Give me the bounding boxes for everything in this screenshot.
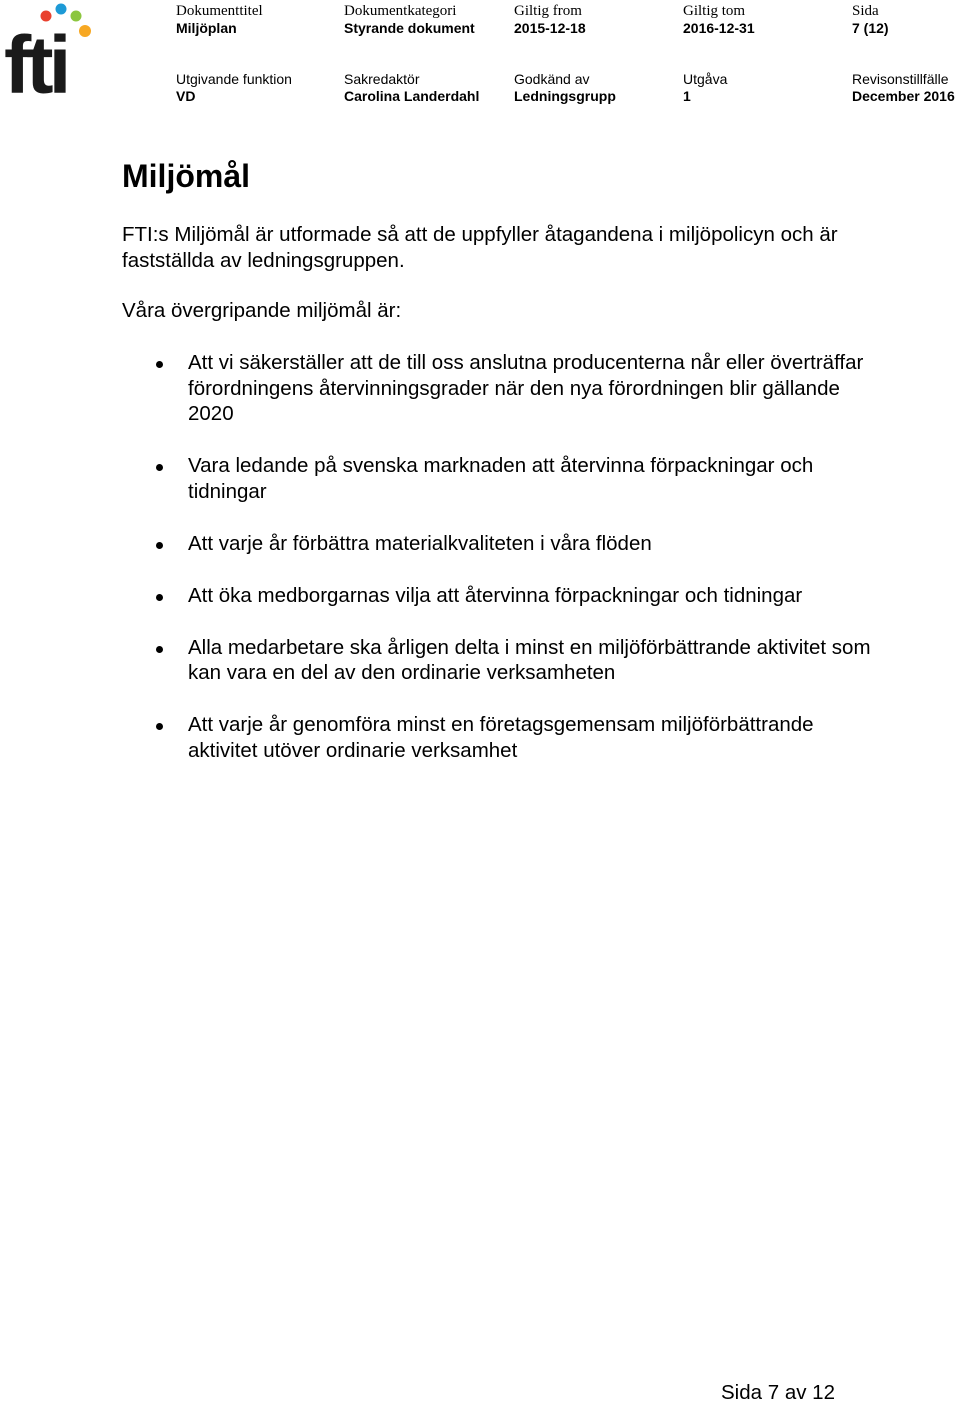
meta-label: Utgåva <box>683 71 728 87</box>
meta-label: Giltig from <box>514 3 582 19</box>
meta-value: Styrande dokument <box>344 20 475 36</box>
list-item <box>0 583 888 609</box>
intro-paragraph: FTI:s Miljömål är utformade så att de uppfyller åtagandena i miljöpolicyn och är fastställda av ledningsgruppen. <box>122 223 838 272</box>
meta-approved-by <box>514 71 616 105</box>
list-item-text: Att varje år genomföra minst en företagsgemensam miljöförbättrande aktivitet utöver ordinarie verksamhet <box>188 713 814 762</box>
list-item-text: Att varje år förbättra materialkvaliteten i våra flöden <box>188 531 652 555</box>
goals-list <box>0 350 960 790</box>
list-item-text: Att vi säkerställer att de till oss anslutna producenterna når eller överträffar förordningens återvinningsgrader när den nya förordningen blir gällande 2020 <box>188 351 864 425</box>
meta-page <box>852 3 889 37</box>
logo-wordmark: fti <box>4 20 67 96</box>
meta-value: Miljöplan <box>176 20 237 36</box>
meta-label: Dokumentkategori <box>344 3 457 19</box>
meta-document-title <box>176 3 263 37</box>
page-title: Miljömål <box>122 158 251 194</box>
bullet-icon <box>156 542 163 549</box>
logo-dot-orange <box>79 25 91 37</box>
fti-logo-graphic <box>4 2 96 96</box>
meta-value: Carolina Landerdahl <box>344 88 480 104</box>
meta-value: Ledningsgrupp <box>514 88 616 104</box>
meta-issuing-function <box>176 71 292 105</box>
meta-editor <box>344 71 479 105</box>
meta-label: Giltig tom <box>683 3 746 19</box>
meta-document-category <box>344 3 475 37</box>
bullet-icon <box>156 361 163 368</box>
meta-label: Sakredaktör <box>344 71 420 87</box>
meta-value: 2016-12-31 <box>683 20 755 36</box>
bullet-icon <box>156 646 163 653</box>
meta-revision <box>852 71 955 105</box>
list-item <box>0 453 888 504</box>
meta-valid-from <box>514 3 586 37</box>
meta-value: 2015-12-18 <box>514 20 586 36</box>
logo-dot-green <box>71 11 82 22</box>
meta-value: VD <box>176 88 196 104</box>
meta-edition <box>683 71 727 105</box>
goals-lead: Våra övergripande miljömål är: <box>122 299 402 322</box>
list-item <box>0 350 888 427</box>
fti-logo <box>4 2 96 96</box>
logo-dot-blue <box>56 4 67 15</box>
page-number: Sida 7 av 12 <box>721 1381 835 1404</box>
meta-value: December 2016 <box>852 88 955 104</box>
meta-label: Revisonstillfälle <box>852 71 949 87</box>
list-item <box>0 531 888 557</box>
meta-valid-to <box>683 3 755 37</box>
bullet-icon <box>156 723 163 730</box>
list-item-text: Att öka medborgarnas vilja att återvinna förpackningar och tidningar <box>188 583 803 607</box>
list-item-text: Alla medarbetare ska årligen delta i minst en miljöförbättrande aktivitet som kan vara en del av den ordinarie verksamheten <box>188 635 871 684</box>
meta-label: Dokumenttitel <box>176 3 263 19</box>
meta-label: Sida <box>852 3 879 19</box>
list-item-text: Vara ledande på svenska marknaden att återvinna förpackningar och tidningar <box>188 454 814 503</box>
meta-label: Godkänd av <box>514 71 590 87</box>
meta-value: 7 (12) <box>852 20 889 36</box>
bullet-icon <box>156 594 163 601</box>
list-item <box>0 712 888 763</box>
list-item <box>0 635 888 686</box>
meta-value: 1 <box>683 88 691 104</box>
bullet-icon <box>156 464 163 471</box>
meta-label: Utgivande funktion <box>176 71 292 87</box>
